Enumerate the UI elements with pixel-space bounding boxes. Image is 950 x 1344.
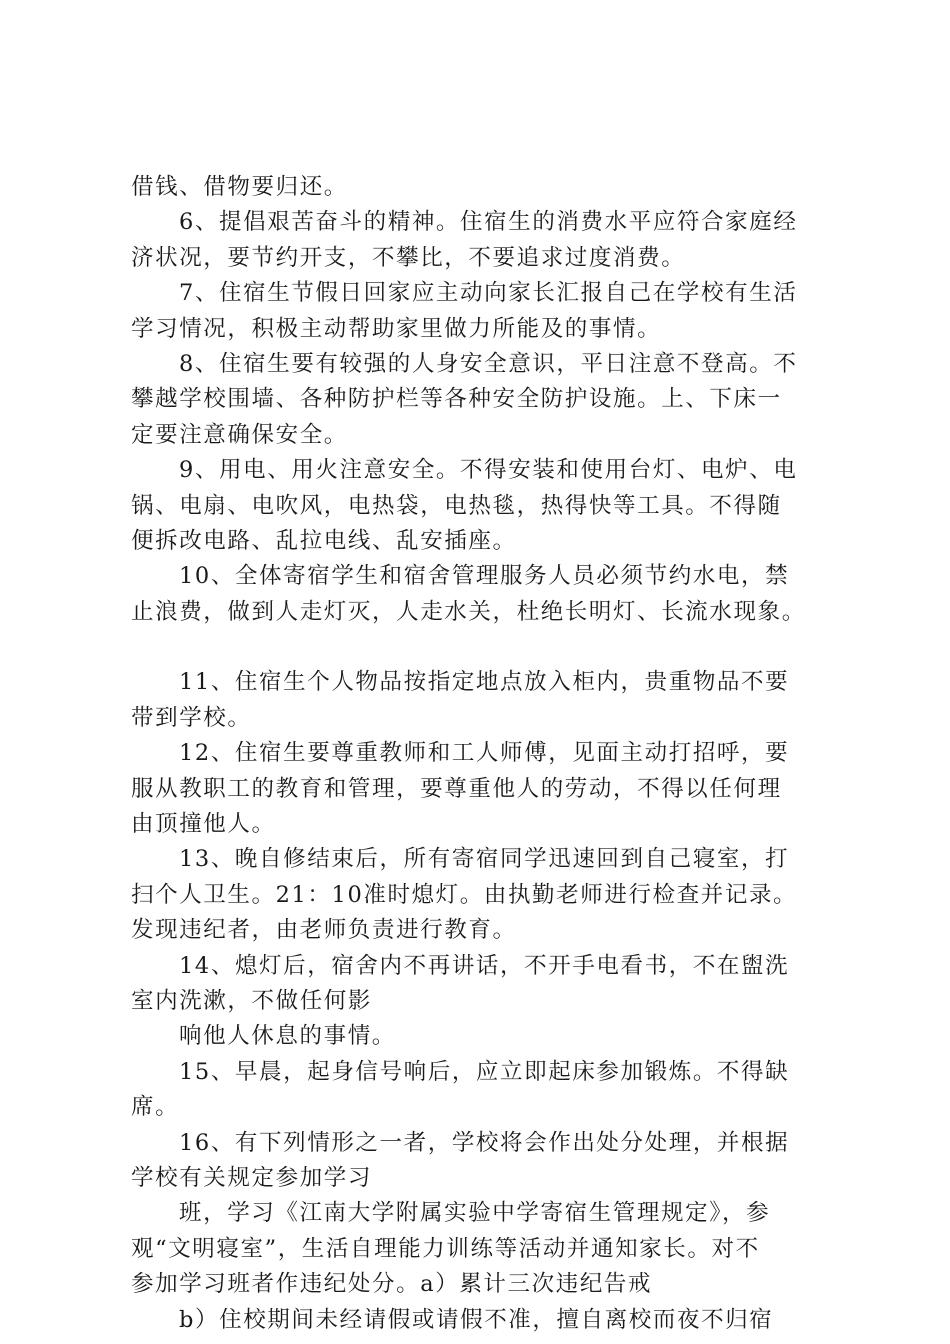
text-line: 9、用电、用火注意安全。不得安装和使用台灯、电炉、电: [179, 457, 798, 484]
text-line: 8、住宿生要有较强的人身安全意识，平日注意不登高。不: [179, 350, 798, 377]
text-line: 12、住宿生要尊重教师和工人师傅，见面主动打招呼，要: [179, 740, 790, 767]
text-line: 便拆改电路、乱拉电线、乱安插座。: [131, 527, 517, 554]
text-line: 11、住宿生个人物品按指定地点放入柜内，贵重物品不要: [179, 669, 790, 696]
text-line: 带到学校。: [131, 704, 252, 731]
text-line: 攀越学校围墙、各种防护栏等各种安全防护设施。上、下床一: [131, 386, 782, 413]
text-line: 10、全体寄宿学生和宿舍管理服务人员必须节约水电，禁: [179, 563, 790, 590]
text-line: 服从教职工的教育和管理，要尊重他人的劳动，不得以任何理: [131, 775, 782, 802]
text-line: 学校有关规定参加学习: [131, 1164, 373, 1191]
text-line: 13、晚自修结束后，所有寄宿同学迅速回到自己寝室，打: [179, 846, 790, 873]
text-line: 参加学习班者作违纪处分。a）累计三次违纪告戒: [131, 1271, 653, 1298]
text-line: 响他人休息的事情。: [179, 1023, 396, 1050]
text-line: 锅、电扇、电吹风，电热袋，电热毯，热得快等工具。不得随: [131, 492, 782, 519]
paragraph-gap: [131, 630, 843, 665]
text-line: 16、有下列情形之一者，学校将会作出处分处理，并根据: [179, 1129, 790, 1156]
text-line: 止浪费，做到人走灯灭，人走水关，杜绝长明灯、长流水现象。: [131, 598, 806, 625]
text-line: 6、提倡艰苦奋斗的精神。住宿生的消费水平应符合家庭经: [179, 209, 798, 236]
text-line: 观“文明寝室”，生活自理能力训练等活动并通知家长。对不: [131, 1235, 760, 1262]
text-line: 借钱、借物要归还。: [131, 174, 348, 200]
text-line: 济状况，要节约开支，不攀比，不要追求过度消费。: [131, 244, 686, 271]
text-line: 扫个人卫生。21：10准时熄灯。由执勤老师进行检查并记录。: [131, 881, 798, 908]
text-line: 7、住宿生节假日回家应主动向家长汇报自己在学校有生活: [179, 280, 798, 307]
text-line: 席。: [131, 1094, 180, 1121]
text-line: b）住校期间未经请假或请假不准，擅自离校而夜不归宿: [179, 1306, 774, 1333]
text-line: 15、早晨，起身信号响后，应立即起床参加锻炼。不得缺: [179, 1058, 790, 1085]
text-line: 发现违纪者，由老师负责进行教育。: [131, 917, 517, 944]
document-body: [131, 170, 843, 1338]
text-line: 由顶撞他人。: [131, 811, 276, 838]
text-line: 室内洗漱，不做任何影: [131, 987, 373, 1014]
text-line: 14、熄灯后，宿舍内不再讲话，不开手电看书，不在盥洗: [179, 952, 790, 979]
text-line: 班，学习《江南大学附属实验中学寄宿生管理规定》，参: [179, 1200, 771, 1227]
text-line: 定要注意确保安全。: [131, 421, 348, 448]
text-line: 学习情况，积极主动帮助家里做力所能及的事情。: [131, 315, 662, 342]
